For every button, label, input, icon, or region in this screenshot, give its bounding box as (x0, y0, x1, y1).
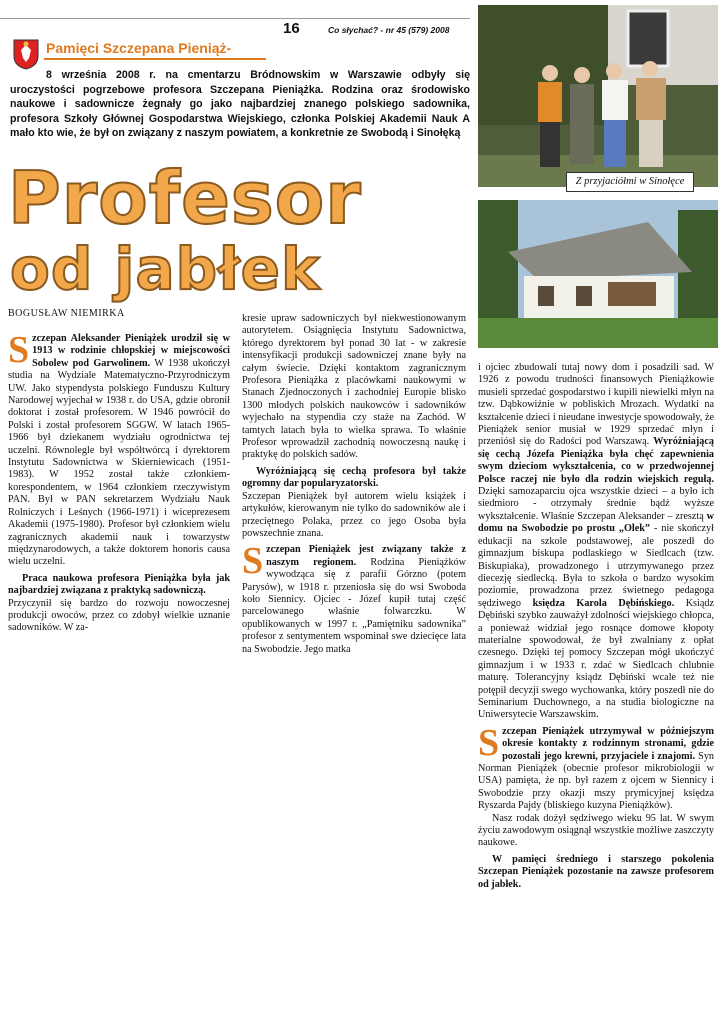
col1-subheading: Praca naukowa profesora Pieniążka była jak najbardziej związana z praktyką sadowniczą. (8, 572, 230, 597)
publication-info: Co słychać? - nr 45 (579) 2008 (328, 25, 450, 35)
col3-contacts-bold: zczepan Pieniążek utrzymywał w późniejszym okresie kontakty z rodzinnym stronami, gdzie pozostali jego krewni, przyjaciele i znajomi. (502, 725, 714, 762)
header-rule (0, 18, 470, 19)
dropcap-s: S (242, 540, 264, 583)
headline-line-2: od jabłek (10, 235, 321, 303)
col2-paragraph-2: Szczepan Pieniążek był autorem wielu książek i artykułów, kierowanym nie tylko do sadowników ale i przeciętnego Polaka, przez co jego Osoba była powszechnie znana. (242, 490, 466, 539)
article-column-3 (478, 362, 714, 891)
article-lead (10, 68, 470, 141)
col1-paragraph-2: Przyczynił się bardzo do rozwoju nowoczesnej produkcji owoców, przez co zdobył wielkie uznanie sadowników. W za- (8, 597, 230, 634)
col3-paragraph-4: Ksiądz Dębiński szybko zauważył zdolności wiejskiego chłopca, a ponieważ widział jego rosnące domowe kłopoty materialne spowodował, że był zwalniany z opłat czesnego. Dzięki tej pomocy Szczepan mógł ukończyć gimnazjum i w 1933 r. zdać w Siedlcach chlubnie maturę. Tolerancyjny ksiądz Dębiński wcale też nie potępił decyzji swego wychowanka, który poszedł nie do Seminarium Duchownego, a na studia biologiczne na Uniwersytecie Warszawskim. (478, 597, 714, 721)
col1-paragraph-1: W 1938 ukończył studia na Wydziale Matematyczno-Przyrodniczym UW. Jako stypendysta polskiego Funduszu Kultury Narodowej wyjechał w 1938 r. do USA, gdzie obronił doktorat i został profesorem. W 1946 powrócił do Polski i został profesorem SGGW. W latach 1965-1966 był dziekanem wydziału ogrodnictwa tej uczelni. Równolegle był współtwórcą i dyrektorem Instytutu Sadownictwa w Skierniewicach (1951-1983). W 1952 został także członkiem-korespondentem, w 1964 członkiem rzeczywistym PAN. Był w PAN sekretarzem Wydziału Nauk Rolniczych i Leśnych (1966-1971) i wiceprezesem Akademii (1975-1980). Profesor był członkiem wielu zagranicznych akademii nauk i towarzystw międzynarodowych, a także doktorem honoris causa wielu uczelni. (8, 357, 230, 568)
article-author: BOGUSŁAW NIEMIRKA (8, 308, 125, 319)
col2-paragraph-3: Rodzina Pieniążków wywodząca się z parafii Górzno (potem Parysów), w 1918 r. przeniosła się do wsi Swoboda koło Siennicy. Ojciec - Józef kupił tutaj część parcelowanego właśnie folwarczku. W opublikowanych w 1997 r. „Pamiętniku sadownika” profesor z sentymentem wspominał swe dziecięce lata na Swobodzie. Jego matka (242, 556, 467, 655)
article-headline (8, 156, 468, 303)
group-photo-illustration (478, 5, 718, 187)
col3-bold-2: w domu na Swobodzie po prostu „Olek” (478, 510, 714, 535)
house-photo (478, 200, 718, 348)
col3-paragraph-6: Nasz rodak dożył sędziwego wieku 95 lat. W swym życiu zawodowym osiągnął wszystkie możliwe zaszczyty naukowe. (478, 812, 714, 849)
col3-paragraph-2: Dzięki samozaparciu ojca wszystkie dzieci – a było ich siedmioro - otrzymały średnie bądź wyższe wykształcenie. Właśnie Szczepan Aleksander – zresztą (478, 486, 714, 522)
section-underline (44, 58, 266, 60)
article-column-2 (242, 313, 466, 656)
dropcap-s: S (8, 329, 30, 371)
col3-bold-1: Wyróżniającą się cechą Józefa Pieniążka była chęć zapewnienia swym dzieciom wykształcenia, co w przedwojennej Polsce raczej nie było dla rodzin wiejskich regułą. (478, 436, 714, 485)
house-photo-illustration (478, 200, 718, 348)
headline-line-1: Profesor (8, 156, 362, 240)
page-number: 16 (283, 20, 300, 37)
lead-text: na cmentarzu Bródnowskim w Warszawie odbyły się uroczystości pogrzebowe profesora Szczepana Pieniążka. Rodzina oraz środowisko naukowe i sadownicze żegnały go jako najbardziej znanego polskiego sadownika, profesora Szkoły Głównej Gospodarstwa Wiejskiego, członka Polskiej Akademii Nauk A mało kto wie, że był on związany z naszym powiatem, a konkretnie ze Swobodą i Sinołęką (10, 69, 470, 139)
col3-paragraph-3: - nie skończył edukacji na szkole podstawowej, ale poszedł do gimnazjum biskupa podlaskiego w Siedlcach (tzw. Biskupiaka), prowadzonego i utrzymywanego przez diecezję siedlecką. Była to szkoła o bardzo wysokim poziomie, prowadzona przez świetnego pedagoga sędziwego (478, 523, 714, 609)
col2-region-bold: zczepan Pieniążek jest związany także z naszym regionem. (266, 544, 466, 568)
col3-paragraph-1: i ojciec zbudowali tutaj nowy dom i posadzili sad. W 1926 z powodu trudności finansowych Pieniążkowie musieli sprzedać gospodarstwo i kupili niewielki młyn na tzw. Dąbkowiźnie w pobliskich Mrozach. Wydatki na kształcenie dzieci i nieudane inwestycje spowodowały, że Pieniążek senior musiał w 1929 sprzedać młyn i przeniósł się do Radości pod Warszawą. (478, 362, 714, 448)
col2-subheading: Wyróżniającą się cechą profesora był także ogromny dar popularyzatorski. (242, 465, 466, 490)
coat-of-arms-icon (12, 38, 40, 70)
section-title: Pamięci Szczepana Pieniąż- (46, 40, 232, 56)
dropcap-s: S (478, 721, 500, 764)
col1-intro-bold: zczepan Aleksander Pieniążek urodził się w 1913 w rodzinie chłopskiej w miejscowości Sobolew pod Garwolinem. (32, 333, 230, 369)
article-column-1 (8, 329, 230, 635)
photo-caption: Z przyjaciółmi w Sinołęce (566, 172, 694, 192)
group-photo (478, 5, 718, 187)
col3-bold-3: księdza Karola Dębińskiego. (532, 597, 675, 609)
col3-paragraph-5: Syn Norman Pieniążek (obecnie profesor mikrobiologii w USA) pamięta, że np. był razem z ojcem w Siennicy i Swobodzie przy okazji mszy prymicyjnej księdza Ryszarda Pajdy (bliskiego kuzyna Pieniążków). (478, 750, 715, 812)
col2-paragraph-1: kresie upraw sadowniczych był niekwestionowanym autorytetem. Osiągnięcia Instytutu Sadownictwa, którego dyrektorem był ponad 30 lat - w zakresie intensyfikacji produkcji sadowniczej znane były na całym świecie. Dzięki kontaktom zagranicznym Profesora Pieniążka z placówkami naukowymi w Stanach Zjednoczonych i zachodniej Europie blisko 1300 młodych polskich naukowców i sadowników wyjechało na stypendia czy staże na Zachód. W tamtych latach była to wielka sprawa. To właśnie Profesor wprowadził zachodnią nowoczesną naukę i praktykę do polskich sadów. (242, 313, 466, 461)
lead-date: 8 września 2008 r. (46, 69, 156, 81)
col3-closing: W pamięci średniego i starszego pokolenia Szczepan Pieniążek pozostanie na zawsze profesorem od jabłek. (478, 853, 714, 890)
